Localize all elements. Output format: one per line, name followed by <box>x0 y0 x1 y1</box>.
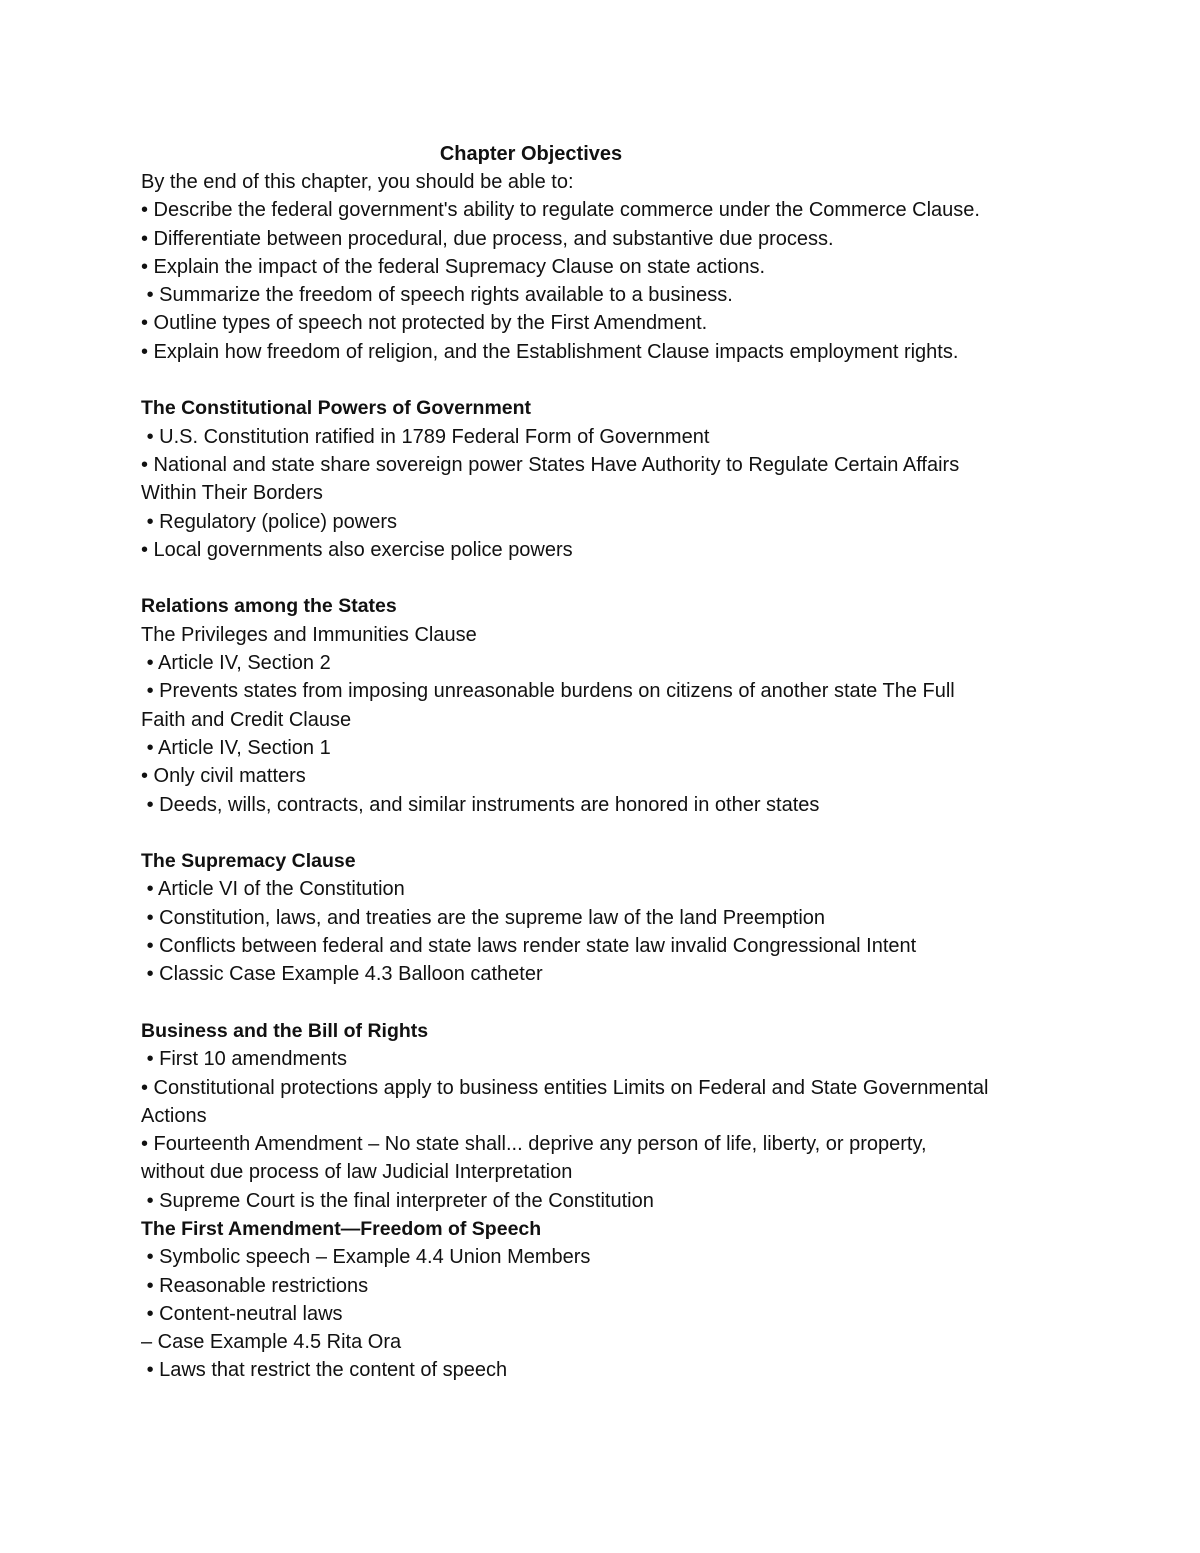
list-item: • National and state share sovereign power States Have Authority to Regulate Certain Affairs <box>141 453 960 476</box>
list-item: • Explain the impact of the federal Supremacy Clause on state actions. <box>141 255 766 278</box>
list-item: • Outline types of speech not protected by the First Amendment. <box>141 312 708 335</box>
section-heading: The First Amendment—Freedom of Speech <box>141 1217 542 1240</box>
list-item: • Differentiate between procedural, due process, and substantive due process. <box>141 227 834 250</box>
list-item: • Article IV, Section 1 <box>141 736 331 759</box>
section-heading: The Supremacy Clause <box>141 850 356 873</box>
spacer <box>141 819 1081 847</box>
list-item: • Fourteenth Amendment – No state shall... deprive any person of life, liberty, or property, <box>141 1133 927 1156</box>
list-item: • Article IV, Section 2 <box>141 652 331 675</box>
list-item: The Privileges and Immunities Clause <box>141 623 477 646</box>
list-item: • Describe the federal government's ability to regulate commerce under the Commerce Clause. <box>141 199 980 222</box>
list-item: • Content-neutral laws <box>141 1302 343 1325</box>
section-heading: Business and the Bill of Rights <box>141 1019 429 1042</box>
list-item: – Case Example 4.5 Rita Ora <box>141 1331 402 1354</box>
list-item: • Constitutional protections apply to business entities Limits on Federal and State Governmental <box>141 1076 989 1099</box>
list-item: • Explain how freedom of religion, and the Establishment Clause impacts employment rights. <box>141 340 959 363</box>
document-title: Chapter Objectives <box>439 143 623 165</box>
list-item: • Summarize the freedom of speech rights available to a business. <box>141 284 733 307</box>
list-item: • Conflicts between federal and state laws render state law invalid Congressional Intent <box>141 935 917 958</box>
list-item: • Classic Case Example 4.3 Balloon catheter <box>141 963 543 986</box>
list-item: • Article VI of the Constitution <box>141 878 405 901</box>
section-bill-of-rights <box>141 1017 1081 1215</box>
spacer <box>141 366 1081 394</box>
list-item: • Reasonable restrictions <box>141 1274 369 1297</box>
list-item: • Only civil matters <box>141 765 306 788</box>
section-heading: Relations among the States <box>141 595 397 618</box>
list-item: • Laws that restrict the content of speech <box>141 1359 508 1382</box>
list-item: Faith and Credit Clause <box>141 708 352 731</box>
list-item: • Supreme Court is the final interpreter of the Constitution <box>141 1189 654 1212</box>
section-constitutional-powers <box>141 394 1081 564</box>
section-first-amendment <box>141 1215 1081 1385</box>
spacer <box>141 989 1081 1017</box>
section-relations-among-states <box>141 592 1081 818</box>
list-item: • Deeds, wills, contracts, and similar instruments are honored in other states <box>141 793 820 816</box>
list-item: • First 10 amendments <box>141 1048 347 1071</box>
list-item: Within Their Borders <box>141 482 323 505</box>
document-page <box>141 140 1081 1385</box>
list-item: • Local governments also exercise police powers <box>141 538 573 561</box>
list-item: • Regulatory (police) powers <box>141 510 398 533</box>
section-supremacy-clause <box>141 847 1081 988</box>
list-item: Actions <box>141 1104 207 1127</box>
list-item: • Prevents states from imposing unreasonable burdens on citizens of another state The Full <box>141 680 955 703</box>
list-item: • U.S. Constitution ratified in 1789 Federal Form of Government <box>141 425 710 448</box>
intro-text: By the end of this chapter, you should be able to: <box>141 171 574 193</box>
list-item: • Constitution, laws, and treaties are the supreme law of the land Preemption <box>141 906 826 929</box>
list-item: • Symbolic speech – Example 4.4 Union Members <box>141 1246 591 1269</box>
list-item: without due process of law Judicial Interpretation <box>141 1161 573 1184</box>
spacer <box>141 564 1081 592</box>
section-heading: The Constitutional Powers of Government <box>141 397 532 420</box>
objectives-list <box>141 196 1081 366</box>
